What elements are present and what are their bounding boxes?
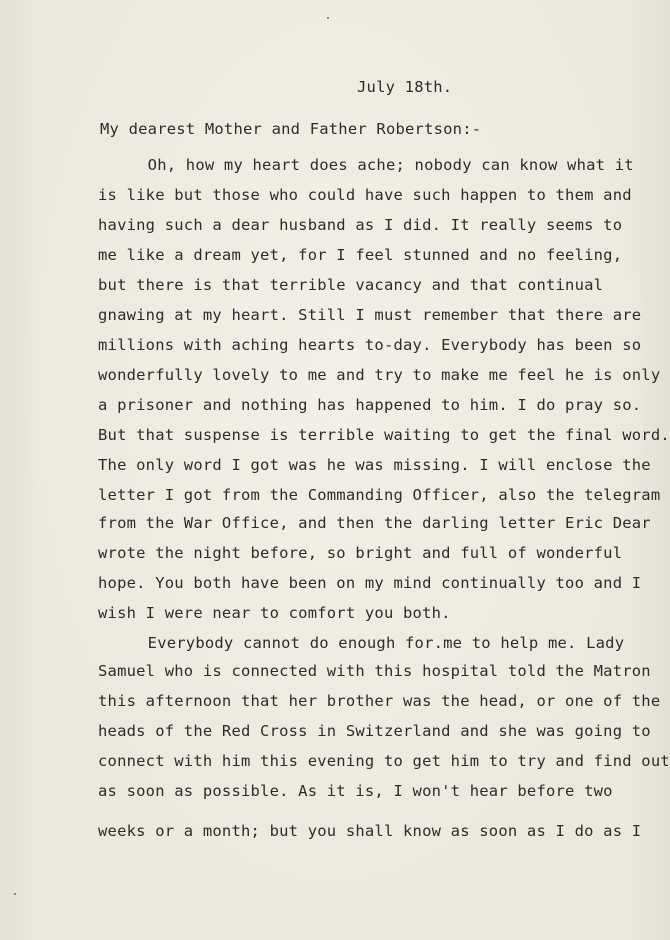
letter-line: weeks or a month; but you shall know as soon as I do as I <box>98 822 642 840</box>
letter-line: Oh, how my heart does ache; nobody can know what it <box>100 156 634 174</box>
letter-line: having such a dear husband as I did. It really seems to <box>98 216 623 234</box>
letter-line: me like a dream yet, for I feel stunned and no feeling, <box>98 246 623 264</box>
paper-speck <box>14 893 16 895</box>
letter-line: gnawing at my heart. Still I must remember that there are <box>98 306 642 324</box>
letter-line: this afternoon that her brother was the head, or one of the <box>98 692 661 710</box>
letter-line: from the War Office, and then the darling letter Eric Dear <box>98 514 651 532</box>
letter-line: wrote the night before, so bright and full of wonderful <box>98 544 623 562</box>
letter-line: Samuel who is connected with this hospital told the Matron <box>98 662 651 680</box>
letter-line: is like but those who could have such happen to them and <box>98 186 632 204</box>
letter-line: connect with him this evening to get him to try and find out <box>98 752 670 770</box>
paper-speck <box>327 17 329 19</box>
letter-line: But that suspense is terrible waiting to get the final word. <box>98 426 670 444</box>
letter-line: wonderfully lovely to me and try to make me feel he is only <box>98 366 661 384</box>
letter-salutation: My dearest Mother and Father Robertson:- <box>100 120 482 138</box>
letter-line: a prisoner and nothing has happened to him. I do pray so. <box>98 396 642 414</box>
letter-line: hope. You both have been on my mind continually too and I <box>98 574 642 592</box>
letter-line: millions with aching hearts to-day. Everybody has been so <box>98 336 642 354</box>
letter-line: as soon as possible. As it is, I won't hear before two <box>98 782 613 800</box>
letter-line: heads of the Red Cross in Switzerland and she was going to <box>98 722 651 740</box>
letter-date: July 18th. <box>357 78 453 96</box>
letter-line: letter I got from the Commanding Officer, also the telegram <box>98 486 661 504</box>
letter-line: Everybody cannot do enough for.me to help me. Lady <box>100 634 625 652</box>
letter-line: The only word I got was he was missing. I will enclose the <box>98 456 651 474</box>
letter-line: wish I were near to comfort you both. <box>98 604 451 622</box>
letter-line: but there is that terrible vacancy and that continual <box>98 276 604 294</box>
